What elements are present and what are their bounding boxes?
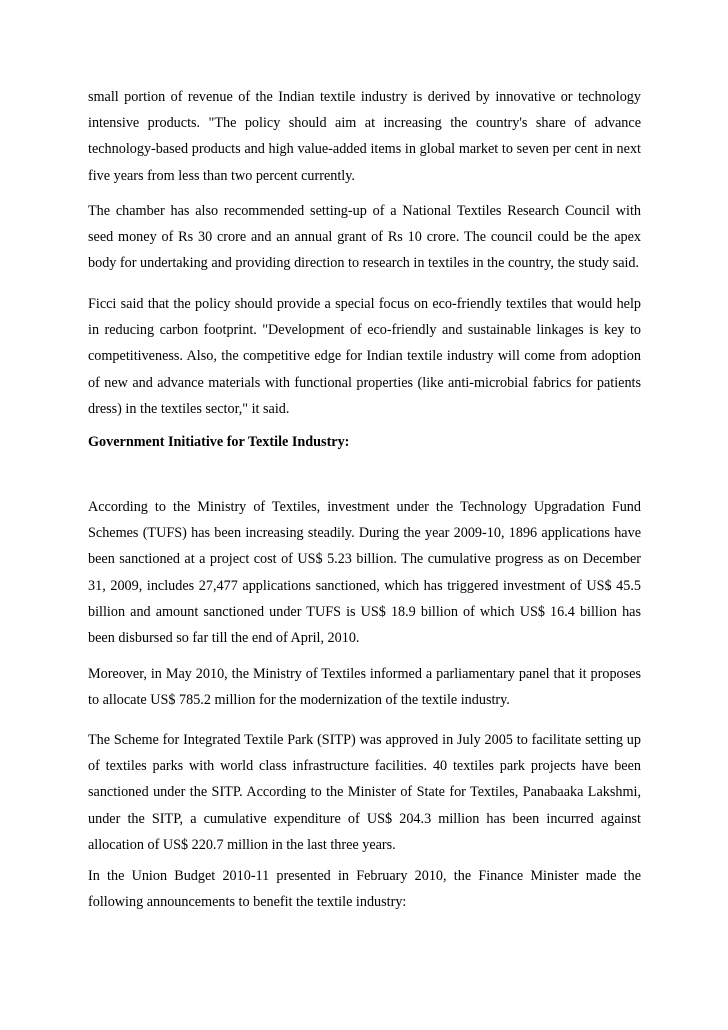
section-heading-government-initiative: Government Initiative for Textile Industry: <box>88 434 350 450</box>
paragraph-policy-technology-share: small portion of revenue of the Indian textile industry is derived by innovative or technology intensive products. "The policy should aim at increasing the country's share of advance technology-based products and high value-added items in global market to seven per cent in next five years from less than two percent currently. <box>88 89 641 184</box>
paragraph-sitp-scheme: The Scheme for Integrated Textile Park (SITP) was approved in July 2005 to facilitate setting up of textiles parks with world class infrastructure facilities. 40 textiles park projects have been sanctioned under the SITP. According to the Minister of State for Textiles, Panabaaka Lakshmi, under the SITP, a cumulative expenditure of US$ 204.3 million has been incurred against allocation of US$ 220.7 million in the last three years. <box>88 732 641 853</box>
paragraph-eco-friendly-textiles: Ficci said that the policy should provide a special focus on eco-friendly textiles that would help in reducing carbon footprint. "Development of eco-friendly and sustainable linkages is key to competitiveness. Also, the competitive edge for Indian textile industry will come from adoption of new and advance materials with functional properties (like anti-microbial fabrics for patients dress) in the textiles sector," it said. <box>88 296 641 417</box>
paragraph-union-budget: In the Union Budget 2010-11 presented in February 2010, the Finance Minister made the following announcements to benefit the textile industry: <box>88 868 641 911</box>
paragraph-tufs-investment: According to the Ministry of Textiles, investment under the Technology Upgradation Fund Schemes (TUFS) has been increasing steadily. During the year 2009-10, 1896 applications have been sanctioned at a project cost of US$ 5.23 billion. The cumulative progress as on December 31, 2009, includes 27,477 applications sanctioned, which has triggered investment of US$ 45.5 billion and amount sanctioned under TUFS is US$ 18.9 billion of which US$ 16.4 billion has been disbursed so far till the end of April, 2010. <box>88 499 641 647</box>
paragraph-research-council: The chamber has also recommended setting-up of a National Textiles Research Council with seed money of Rs 30 crore and an annual grant of Rs 10 crore. The council could be the apex body for undertaking and providing direction to research in textiles in the country, the study said. <box>88 203 641 272</box>
paragraph-modernization-allocation: Moreover, in May 2010, the Ministry of Textiles informed a parliamentary panel that it proposes to allocate US$ 785.2 million for the modernization of the textile industry. <box>88 666 641 709</box>
